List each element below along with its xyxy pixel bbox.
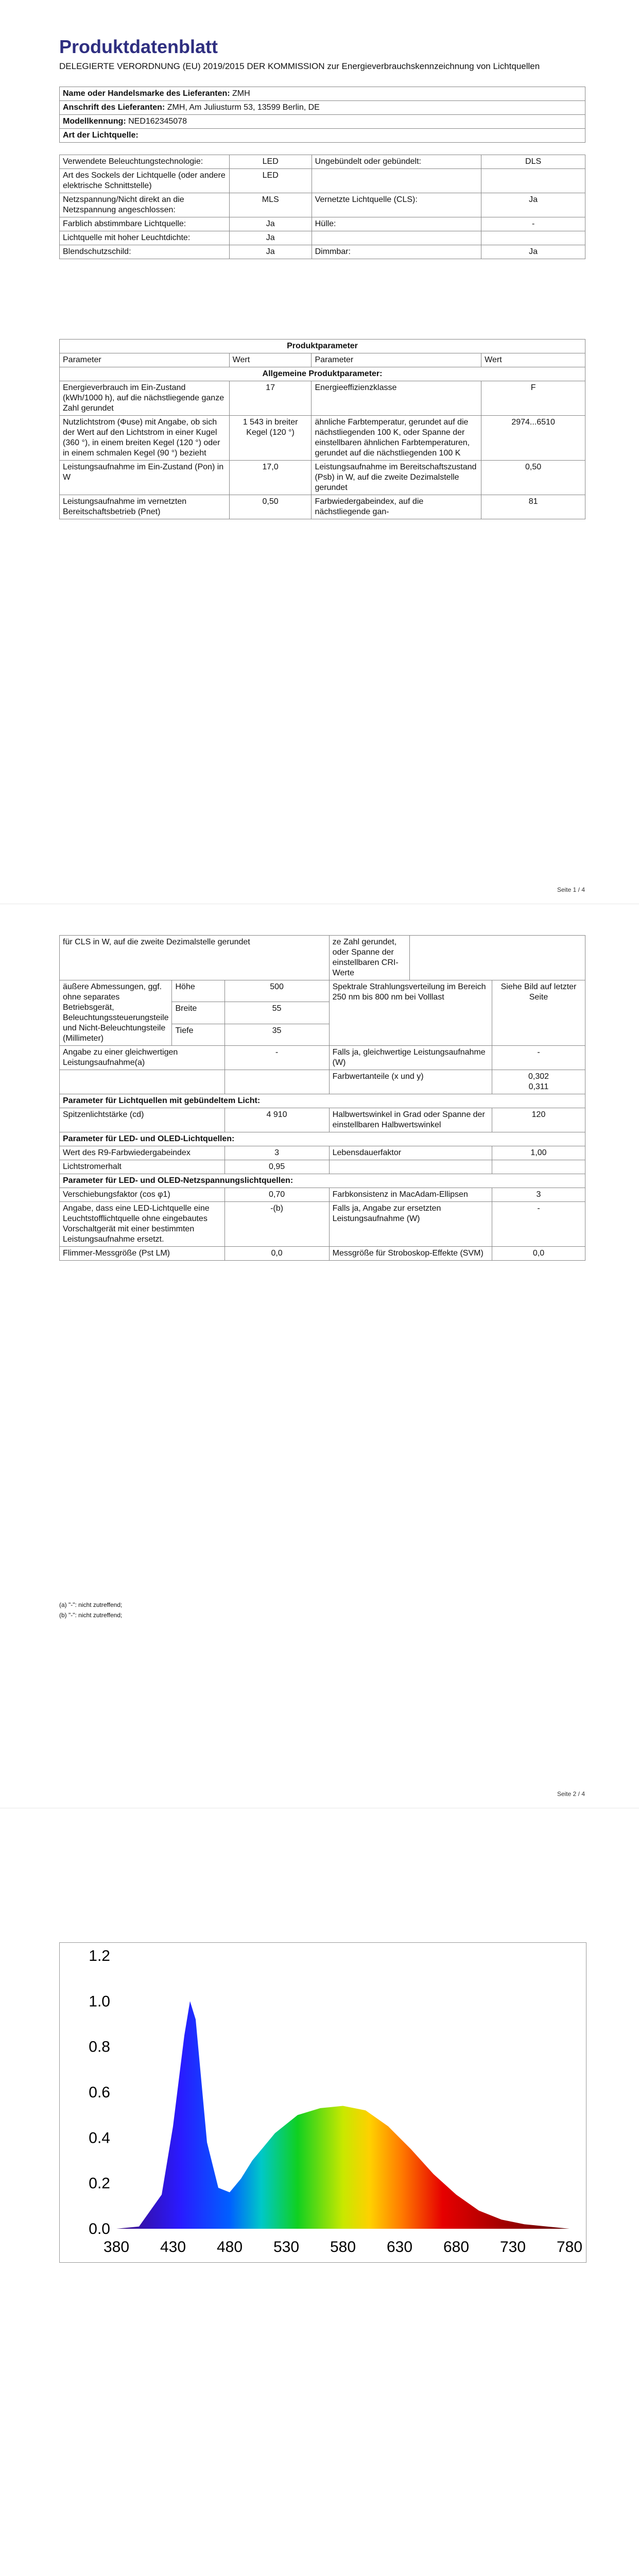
table-cell: Ja [481,245,585,259]
page-1 [0,0,639,904]
table-cell: Leistungsaufnahme im Bereitschaftszustand (Psb) in W, auf die zweite Dezimalstelle gerundet [312,461,481,495]
table-cell [481,231,585,245]
table-row [60,1188,585,1202]
footnote-b: (b) "-": nicht zutreffend; [59,1612,123,1619]
table-cell: LED [229,169,312,193]
table-row [60,169,585,193]
table-row [60,155,585,169]
table-cell: 1,00 [492,1146,585,1160]
table-cell: 17 [229,381,312,416]
table-cell [329,1160,492,1174]
table-cell: Farbwiedergabeindex, auf die nächstliegende gan- [312,495,481,519]
page-title: Produktdatenblatt [59,36,218,57]
table-row [60,217,585,231]
table-row [60,1174,585,1188]
dimension-name: Tiefe [172,1024,224,1045]
x-tick-label: 380 [103,2239,130,2256]
table-cell: -(b) [224,1202,329,1247]
type-table [59,155,585,259]
table-cell: 1 543 in breiter Kegel (120 °) [229,416,312,461]
table-cell: 81 [481,495,585,519]
table-cell: Angabe, dass eine LED-Lichtquelle eine Leuchtstofflichtquelle ohne eingebautes Vorschaltgerät mit einer bestimmten Leistungsaufnahme ersetzt. [60,1202,225,1247]
table-cell [224,1070,329,1094]
regulation-subtitle: DELEGIERTE VERORDNUNG (EU) 2019/2015 DER KOMMISSION zur Energieverbrauchskennzeichnung von Lichtquellen [59,61,540,71]
table-row [60,1046,585,1070]
table-cell: Nutzlichtstrom (Φuse) mit Angabe, ob sich der Wert auf den Lichtstrom in einer Kugel (360 °), in einem breiten Kegel (120 °) oder in einem schmalen Kegel (90 °) bezieht [60,416,230,461]
table-cell [410,936,585,980]
x-tick-label: 780 [556,2239,583,2256]
table-cell: 3 [224,1146,329,1160]
table-cell: - [224,1046,329,1070]
table-row [60,980,585,1002]
table-cell: 0,50 [481,461,585,495]
dimension-value: 55 [224,1002,329,1024]
y-tick-label: 0.6 [89,2084,110,2101]
table-cell [312,231,481,245]
table-cell: Farbwertanteile (x und y) [329,1070,492,1094]
table-cell: Energieeffizienzklasse [312,381,481,416]
spectral-chart-svg [60,1943,586,2262]
table-row [60,231,585,245]
product-params-table [59,339,585,519]
table-cell: Ja [229,245,312,259]
table-cell: Hülle: [312,217,481,231]
table-cell: Flimmer-Messgröße (Pst LM) [60,1247,225,1261]
table-cell: Ja [481,193,585,217]
col-value-1: Wert [229,353,312,367]
table-cell [481,169,585,193]
dimension-value: 500 [224,980,329,1002]
table-cell: 17,0 [229,461,312,495]
table-row [60,936,585,980]
table-cell: Lichtstromerhalt [60,1160,225,1174]
table-cell: 0,50 [229,495,312,519]
y-tick-label: 1.2 [89,1947,110,1964]
spectral-value: Siehe Bild auf letzter Seite [492,980,585,1046]
general-params-heading: Allgemeine Produktparameter: [60,367,585,381]
x-tick-label: 580 [330,2239,356,2256]
x-tick-label: 680 [443,2239,470,2256]
table-cell: Farblich abstimmbare Lichtquelle: [60,217,230,231]
table-cell: Ja [229,217,312,231]
page-2 [0,904,639,1808]
dimension-name: Breite [172,1002,224,1024]
table-cell: Dimmbar: [312,245,481,259]
table-cell: 3 [492,1188,585,1202]
table-row [60,1070,585,1094]
dimension-value: 35 [224,1024,329,1045]
table-cell: Lebensdauerfaktor [329,1146,492,1160]
spectral-label: Spektrale Strahlungsverteilung im Bereich 250 nm bis 800 nm bei Volllast [329,980,492,1046]
table-cell: MLS [229,193,312,217]
x-tick-label: 530 [273,2239,300,2256]
table-cell: F [481,381,585,416]
table-row [60,1202,585,1247]
table-cell: Energieverbrauch im Ein-Zustand (kWh/1000 h), auf die nächstliegende ganze Zahl gerundet [60,381,230,416]
table-cell: Verschiebungsfaktor (cos φ1) [60,1188,225,1202]
table-cell: Blendschutzschild: [60,245,230,259]
table-cell: Falls ja, gleichwertige Leistungsaufnahme (W) [329,1046,492,1070]
table-row [60,1132,585,1146]
table-cell: Leistungsaufnahme im Ein-Zustand (Pon) in W [60,461,230,495]
table-row [60,1160,585,1174]
table-cell: ähnliche Farbtemperatur, gerundet auf die nächstliegenden 100 K, oder Spanne der einstellbaren ähnlichen Farbtemperaturen, gerundet auf die nächstliegenden 100 K [312,416,481,461]
y-tick-label: 0.2 [89,2175,110,2192]
col-param-2: Parameter [312,353,481,367]
table-cell [312,169,481,193]
table-cell: Spitzenlichtstärke (cd) [60,1108,225,1132]
table-cell: - [481,217,585,231]
dimensions-label: äußere Abmessungen, ggf. ohne separates Betriebsgerät, Beleuchtungssteuerungsteile und Nicht-Beleuchtungsteile (Millimeter) [60,980,172,1046]
table-cell: Falls ja, Angabe zur ersetzten Leistungsaufnahme (W) [329,1202,492,1247]
y-tick-label: 0.8 [89,2038,110,2056]
table-cell: Art des Sockels der Lichtquelle (oder andere elektrische Schnittstelle) [60,169,230,193]
table-cell: Messgröße für Stroboskop-Effekte (SVM) [329,1247,492,1261]
table-cell: Farbkonsistenz in MacAdam-Ellipsen [329,1188,492,1202]
table-cell: Leistungsaufnahme im vernetzten Bereitschaftsbetrieb (Pnet) [60,495,230,519]
table-row [60,1146,585,1160]
address-cell: Anschrift des Lieferanten: ZMH, Am Juliusturm 53, 13599 Berlin, DE [60,101,585,115]
spectral-chart [59,1942,586,2263]
table-row [60,416,585,461]
type-heading: Art der Lichtquelle: [60,129,585,143]
table-cell [60,1070,225,1094]
table-cell: DLS [481,155,585,169]
col-value-2: Wert [481,353,585,367]
table-cell: Wert des R9-Farbwiedergabeindex [60,1146,225,1160]
table-cell: Verwendete Beleuchtungstechnologie: [60,155,230,169]
table-cell: 120 [492,1108,585,1132]
page-number: Seite 2 / 4 [557,1790,585,1798]
table-row [60,193,585,217]
table-cell: 4 910 [224,1108,329,1132]
table-cell: LED [229,155,312,169]
table-row [60,1094,585,1108]
table-cell: Angabe zu einer gleichwertigen Leistungsaufnahme(a) [60,1046,225,1070]
section-heading: Parameter für LED- und OLED-Lichtquellen: [60,1132,585,1146]
table-cell: für CLS in W, auf die zweite Dezimalstelle gerundet [60,936,330,980]
footnote-a: (a) "-": nicht zutreffend; [59,1601,123,1608]
table-cell: Netzspannung/Nicht direkt an die Netzspannung angeschlossen: [60,193,230,217]
section-heading: Parameter für LED- und OLED-Netzspannungslichtquellen: [60,1174,585,1188]
table-row [60,1247,585,1261]
table-cell: 0,95 [224,1160,329,1174]
y-tick-label: 0.0 [89,2221,110,2238]
table-row [60,245,585,259]
table-cell: Vernetzte Lichtquelle (CLS): [312,193,481,217]
spectrum-area [116,2001,569,2229]
footnotes [59,1600,122,1620]
table-cell: ze Zahl gerundet, oder Spanne der einstellbaren CRI-Werte [329,936,409,980]
section-heading: Parameter für Lichtquellen mit gebündeltem Licht: [60,1094,585,1108]
table-cell: 0,0 [224,1247,329,1261]
dimension-name: Höhe [172,980,224,1002]
x-tick-label: 430 [160,2239,186,2256]
table-cell: - [492,1202,585,1247]
table-cell: Lichtquelle mit hoher Leuchtdichte: [60,231,230,245]
table-cell: - [492,1046,585,1070]
table-cell: Ungebündelt oder gebündelt: [312,155,481,169]
table-cell: 2974...6510 [481,416,585,461]
params-table-continued [59,935,585,1261]
col-param-1: Parameter [60,353,230,367]
table-cell: Ja [229,231,312,245]
table-row [60,495,585,519]
table-cell: Halbwertswinkel in Grad oder Spanne der einstellbaren Halbwertswinkel [329,1108,492,1132]
x-tick-label: 730 [499,2239,526,2256]
table-cell: 0,0 [492,1247,585,1261]
x-tick-label: 480 [216,2239,243,2256]
table-row [60,461,585,495]
product-params-heading: Produktparameter [60,340,585,353]
brand-cell: Name oder Handelsmarke des Lieferanten: ZMH [60,87,585,101]
y-tick-label: 1.0 [89,1993,110,2010]
table-cell [492,1160,585,1174]
model-cell: Modellkennung: NED162345078 [60,115,585,129]
table-row [60,381,585,416]
table-cell: 0,302 0,311 [492,1070,585,1094]
x-tick-label: 630 [386,2239,413,2256]
table-cell: 0,70 [224,1188,329,1202]
table-row [60,1108,585,1132]
y-tick-label: 0.4 [89,2129,110,2147]
supplier-table [59,87,585,143]
page-number: Seite 1 / 4 [557,886,585,893]
